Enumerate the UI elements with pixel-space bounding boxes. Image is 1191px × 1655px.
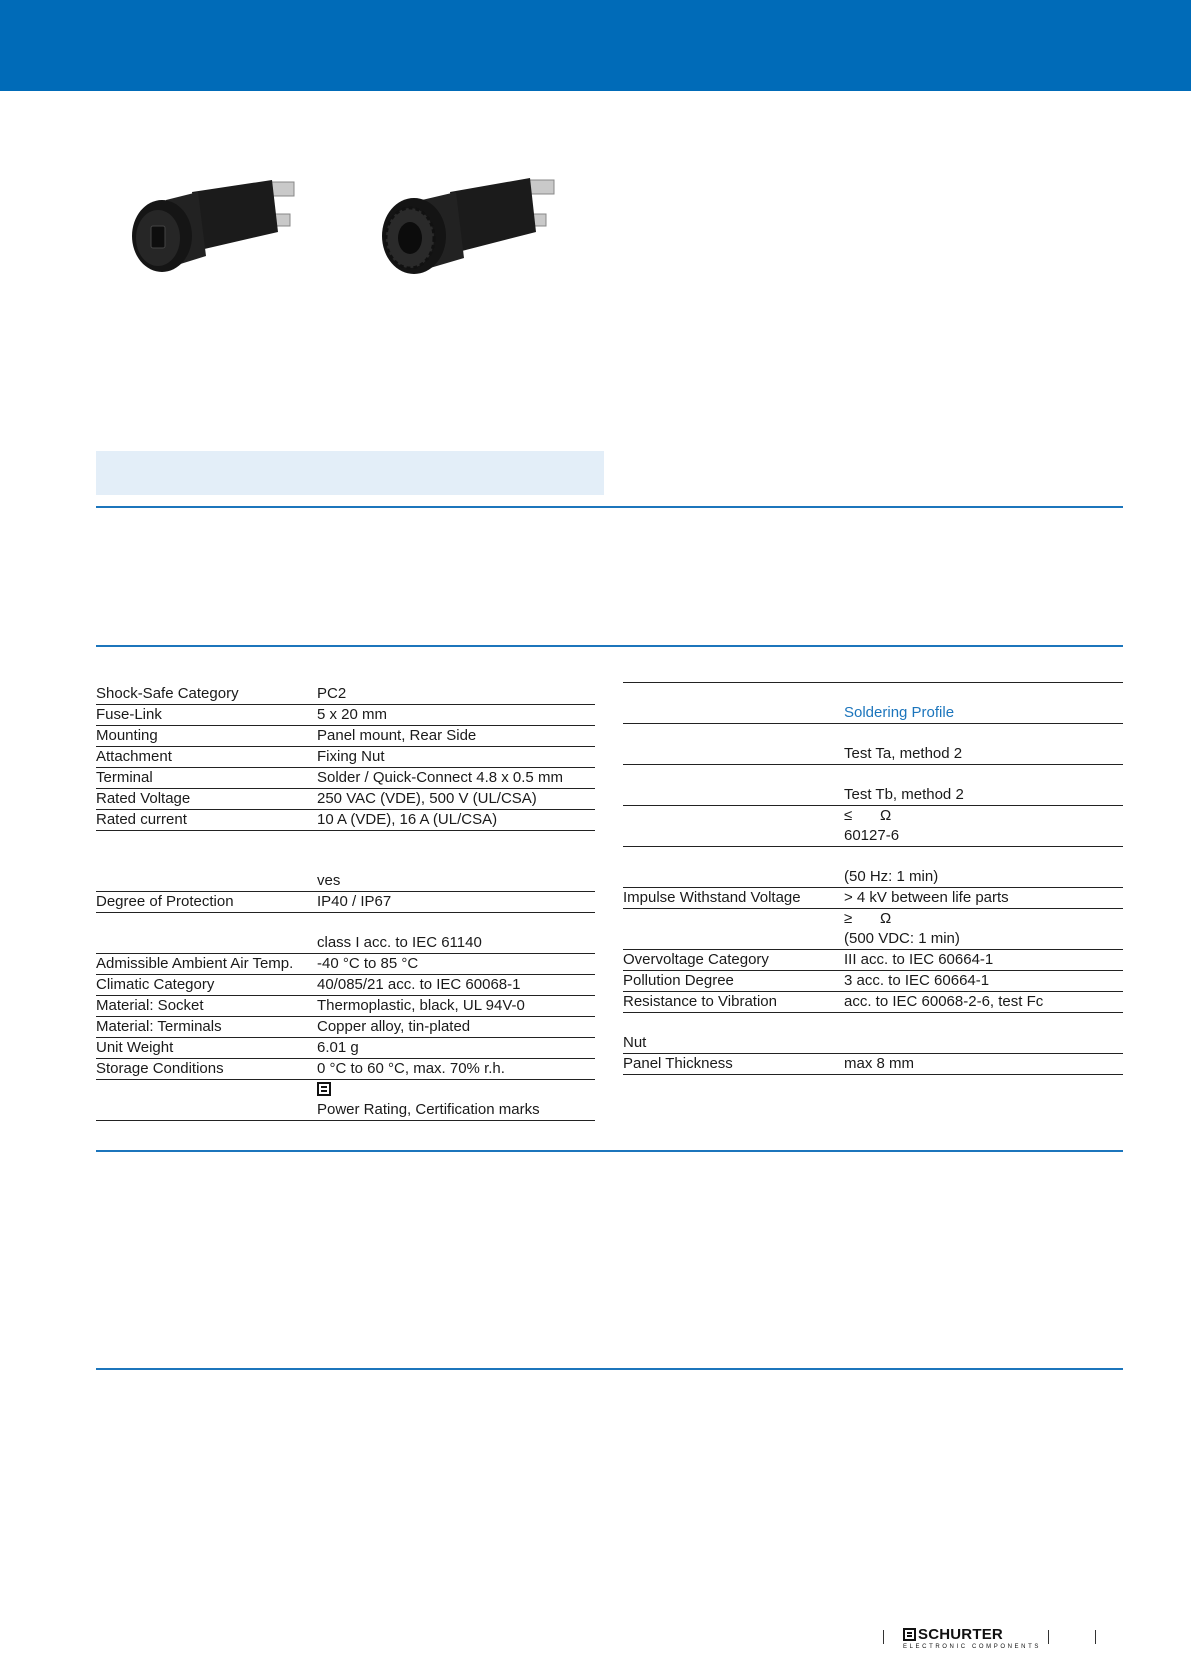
spec-label: Attachment: [96, 748, 172, 765]
spec-value: III acc. to IEC 60664-1: [844, 951, 994, 968]
spec-value: Solder / Quick-Connect 4.8 x 0.5 mm: [317, 769, 563, 786]
spec-label: [96, 1080, 317, 1120]
spec-value: 6.01 g: [317, 1039, 359, 1056]
spec-row: [623, 1013, 1123, 1054]
spec-label: Resistance to Vibration: [623, 993, 777, 1010]
spec-label: Rated current: [96, 811, 187, 828]
spec-value: [844, 1033, 1123, 1053]
insulation-test-text: (500 VDC: 1 min): [844, 930, 960, 947]
spec-value: [844, 806, 1123, 846]
spec-row: [623, 806, 1123, 847]
spec-label: [623, 785, 844, 805]
spec-value: Copper alloy, tin-plated: [317, 1018, 471, 1035]
spec-value: -40 °C to 85 °C: [317, 955, 419, 972]
spec-row: [96, 726, 595, 747]
spec-label: Storage Conditions: [96, 1060, 224, 1077]
spec-value: 3 acc. to IEC 60664-1: [844, 972, 990, 989]
spec-value: Thermoplastic, black, UL 94V-0: [317, 997, 525, 1014]
spec-row: [623, 847, 1123, 888]
spec-row: [623, 971, 1123, 992]
spec-row: [96, 705, 595, 726]
spec-row: [623, 909, 1123, 950]
spec-label: Nut: [623, 1034, 647, 1051]
spec-value: max 8 mm: [844, 1055, 915, 1072]
brand-subtitle: ELECTRONIC COMPONENTS: [903, 1644, 1041, 1650]
spec-value: Fixing Nut: [317, 748, 385, 765]
brand-name: SCHURTER: [918, 1626, 1003, 1643]
spec-label: [96, 933, 317, 953]
le-symbol: ≤: [844, 807, 853, 824]
spec-label: Climatic Category: [96, 976, 215, 993]
spec-value: > 4 kV between life parts: [844, 889, 1009, 906]
spec-value: Panel mount, Rear Side: [317, 727, 477, 744]
spec-row: [623, 950, 1123, 971]
spec-value: acc. to IEC 60068-2-6, test Fc: [844, 993, 1044, 1010]
spec-row: [623, 765, 1123, 806]
spec-row: [96, 1080, 595, 1121]
spec-label: Admissible Ambient Air Temp.: [96, 955, 294, 972]
schurter-logo-icon: [903, 1628, 916, 1641]
spec-value: 250 VAC (VDE), 500 V (UL/CSA): [317, 790, 537, 807]
spec-value: 5 x 20 mm: [317, 706, 388, 723]
spec-row: [96, 810, 595, 831]
fuseholder-image-1: [122, 170, 312, 290]
right-spec-table: [623, 682, 1123, 1075]
spec-row: [96, 871, 595, 892]
highlight-box: [96, 451, 604, 495]
spec-value: PC2: [317, 685, 347, 702]
spec-value: Test Tb, method 2: [844, 786, 964, 803]
spec-row: [623, 682, 1123, 724]
schurter-logo: [903, 1626, 1041, 1650]
spec-value: Test Ta, method 2: [844, 745, 963, 762]
soldering-profile-link[interactable]: Soldering Profile: [844, 704, 955, 721]
spacer: [96, 831, 595, 871]
spec-row: [96, 747, 595, 768]
spec-row: [623, 1054, 1123, 1075]
spec-label: [623, 703, 844, 723]
spec-label: Overvoltage Category: [623, 951, 769, 968]
spec-label: Unit Weight: [96, 1039, 174, 1056]
spec-row: [96, 768, 595, 789]
spec-row: [623, 888, 1123, 909]
spec-row: [96, 1038, 595, 1059]
spec-row: [96, 996, 595, 1017]
marking-text: Power Rating, Certification marks: [317, 1101, 540, 1118]
spec-value: 10 A (VDE), 16 A (UL/CSA): [317, 811, 498, 828]
spec-row: [96, 975, 595, 996]
spec-label: Rated Voltage: [96, 790, 191, 807]
spec-row: [96, 913, 595, 954]
spec-value: IP40 / IP67: [317, 893, 392, 910]
spec-row: [623, 992, 1123, 1013]
section-divider: [96, 1150, 1123, 1152]
spec-label: [623, 909, 844, 949]
spec-label: [96, 871, 317, 891]
footer-separator: [1048, 1630, 1049, 1644]
section-divider: [96, 645, 1123, 647]
ohm-symbol: Ω: [880, 807, 892, 824]
spec-label: Shock-Safe Category: [96, 685, 239, 702]
spec-value: 0 °C to 60 °C, max. 70% r.h.: [317, 1060, 505, 1077]
spec-label: Impulse Withstand Voltage: [623, 889, 801, 906]
spec-label: Mounting: [96, 727, 158, 744]
spec-label: Panel Thickness: [623, 1055, 733, 1072]
footer-separator: [883, 1630, 884, 1644]
spec-row: [96, 1017, 595, 1038]
section-divider: [96, 1368, 1123, 1370]
footer-separator: [1095, 1630, 1096, 1644]
spec-label: [623, 744, 844, 764]
spec-row: [96, 789, 595, 810]
spec-label: Pollution Degree: [623, 972, 734, 989]
left-spec-table: [96, 684, 595, 1121]
spec-label: Material: Socket: [96, 997, 204, 1014]
spec-value: class I acc. to IEC 61140: [317, 934, 482, 951]
spec-label: Fuse-Link: [96, 706, 162, 723]
spec-value: (50 Hz: 1 min): [844, 868, 939, 885]
spec-value: 40/085/21 acc. to IEC 60068-1: [317, 976, 521, 993]
spec-value: ves: [317, 872, 341, 889]
spec-value: [317, 1080, 595, 1120]
fuseholder-image-2: [370, 170, 580, 290]
spec-label: Terminal: [96, 769, 153, 786]
spec-label: [623, 867, 844, 887]
spec-row: [96, 954, 595, 975]
spec-row: [96, 684, 595, 705]
spec-label: Degree of Protection: [96, 893, 234, 910]
section-divider: [96, 506, 1123, 508]
spec-row: [96, 892, 595, 913]
ohm-symbol: Ω: [880, 910, 892, 927]
standard-text: 60127-6: [844, 827, 900, 844]
ge-symbol: ≥: [844, 910, 853, 927]
spec-label: [623, 806, 844, 846]
spec-row: [96, 1059, 595, 1080]
header-bar: [0, 0, 1191, 91]
spec-row: [623, 724, 1123, 765]
spec-value: [844, 909, 1123, 949]
spec-label: Material: Terminals: [96, 1018, 222, 1035]
schurter-mark-icon: [317, 1082, 331, 1096]
